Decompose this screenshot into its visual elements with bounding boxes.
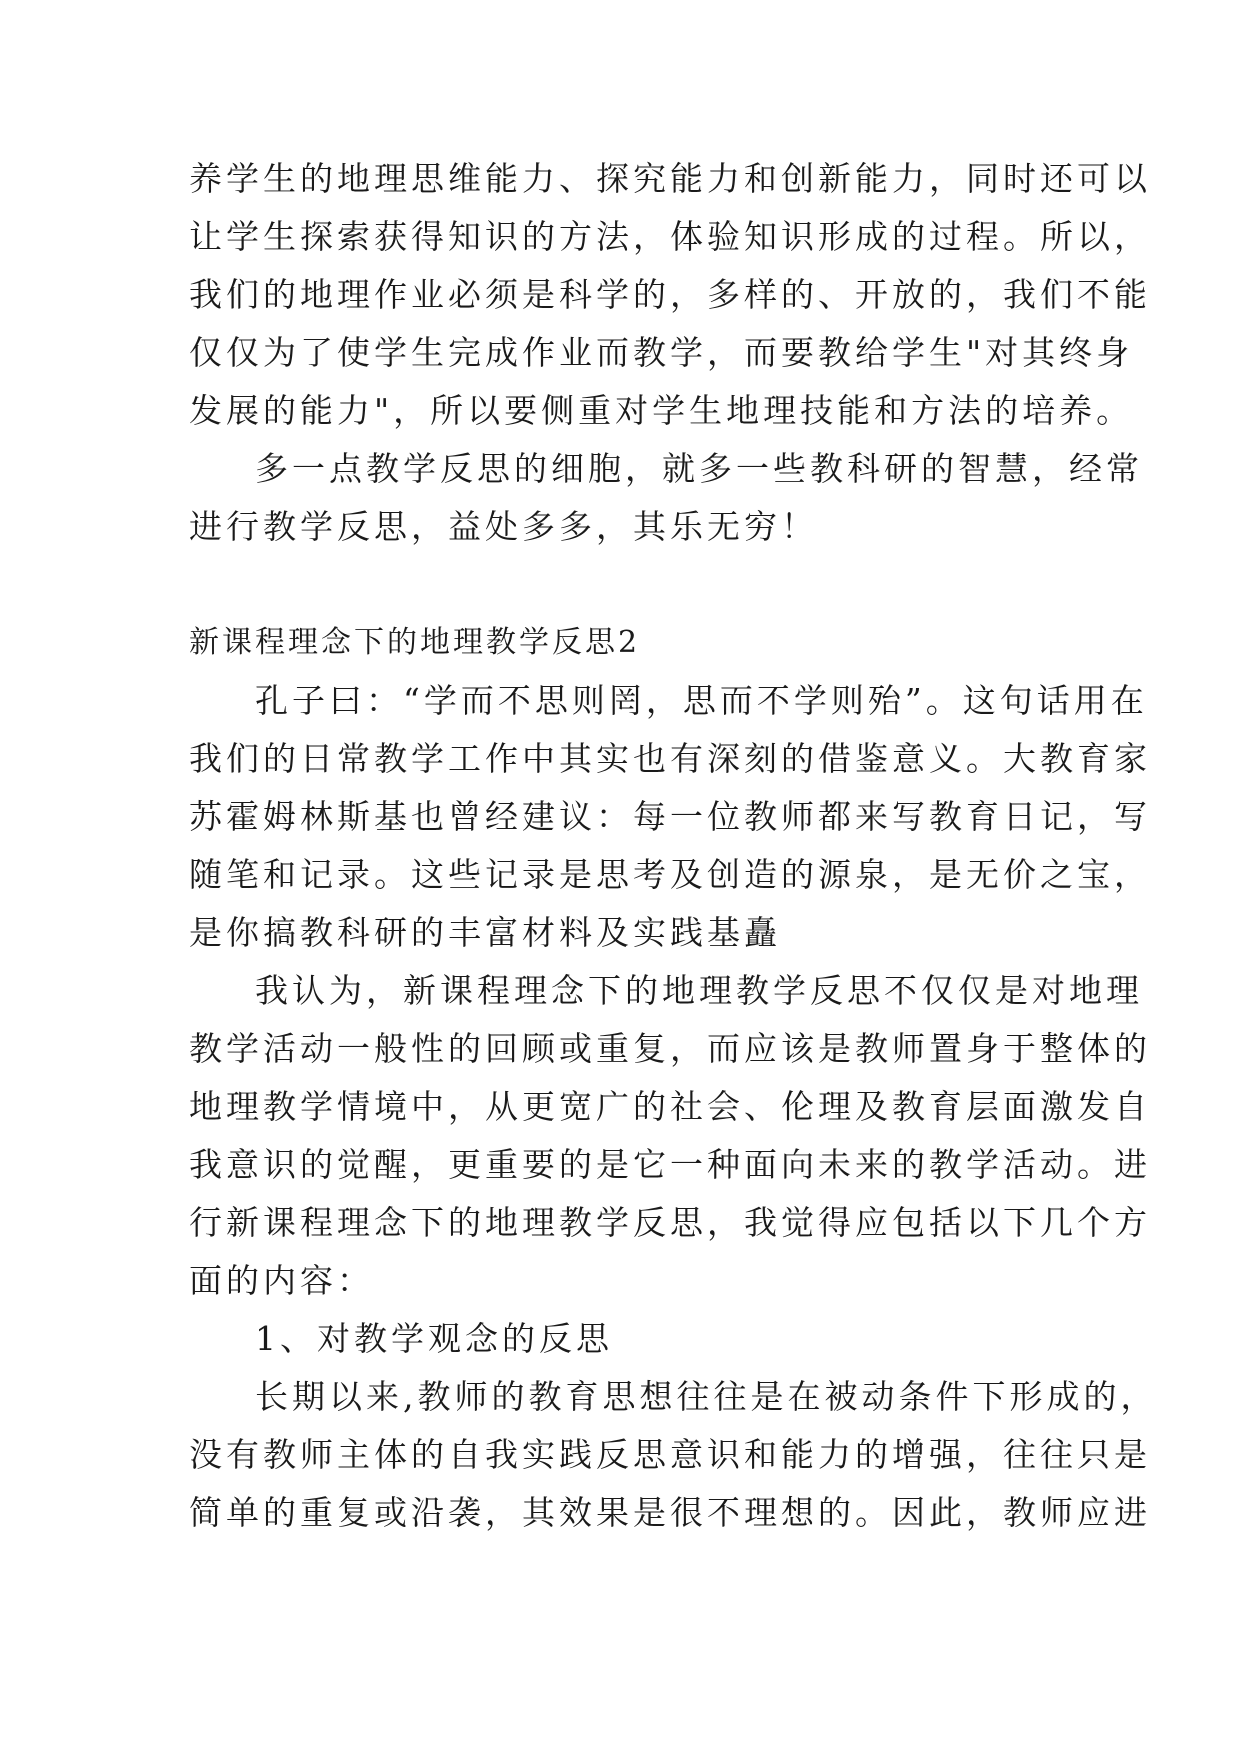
- section-title: 新课程理念下的地理教学反思2: [189, 625, 641, 660]
- text-line: 教学活动一般性的回顾或重复，而应该是教师置身于整体的: [189, 1029, 1151, 1068]
- text-line: 简单的重复或沿袭，其效果是很不理想的。因此，教师应进: [189, 1493, 1151, 1532]
- text-line: 仅仅为了使学生完成作业而教学，而要教给学生"对其终身: [189, 333, 1134, 372]
- text-line: 我意识的觉醒，更重要的是它一种面向未来的教学活动。进: [189, 1145, 1151, 1184]
- text-line: 面的内容：: [189, 1261, 374, 1300]
- text-line: 进行教学反思，益处多多，其乐无穷！: [189, 507, 818, 546]
- text-line: 随笔和记录。这些记录是思考及创造的源泉，是无价之宝，: [189, 855, 1151, 894]
- document-page: [189, 150, 1158, 1542]
- text-line: 我们的日常教学工作中其实也有深刻的借鉴意义。大教育家: [189, 739, 1151, 778]
- text-line: 我认为，新课程理念下的地理教学反思不仅仅是对地理: [255, 971, 1143, 1010]
- text-line: 让学生探索获得知识的方法，体验知识形成的过程。所以，: [189, 217, 1151, 256]
- blank-line: [189, 556, 1059, 614]
- text-line: 行新课程理念下的地理教学反思，我觉得应包括以下几个方: [189, 1203, 1151, 1242]
- text-line: 没有教师主体的自我实践反思意识和能力的增强，往往只是: [189, 1435, 1151, 1474]
- text-line: 长期以来,教师的教育思想往往是在被动条件下形成的，: [255, 1377, 1158, 1416]
- text-line: 发展的能力"，所以要侧重对学生地理技能和方法的培养。: [189, 391, 1134, 430]
- text-line: 是你搞教科研的丰富材料及实践基矗: [189, 913, 781, 952]
- subheading: 1、对教学观念的反思: [255, 1319, 613, 1358]
- text-line: 孔子曰：“学而不思则罔，思而不学则殆”。这句话用在: [255, 681, 1148, 720]
- text-line: 多一点教学反思的细胞，就多一些教科研的智慧，经常: [255, 449, 1143, 488]
- text-line: 我们的地理作业必须是科学的，多样的、开放的，我们不能: [189, 275, 1151, 314]
- text-line: 养学生的地理思维能力、探究能力和创新能力，同时还可以: [189, 159, 1151, 198]
- text-line: 地理教学情境中，从更宽广的社会、伦理及教育层面激发自: [189, 1087, 1151, 1126]
- text-line: 苏霍姆林斯基也曾经建议：每一位教师都来写教育日记，写: [189, 797, 1151, 836]
